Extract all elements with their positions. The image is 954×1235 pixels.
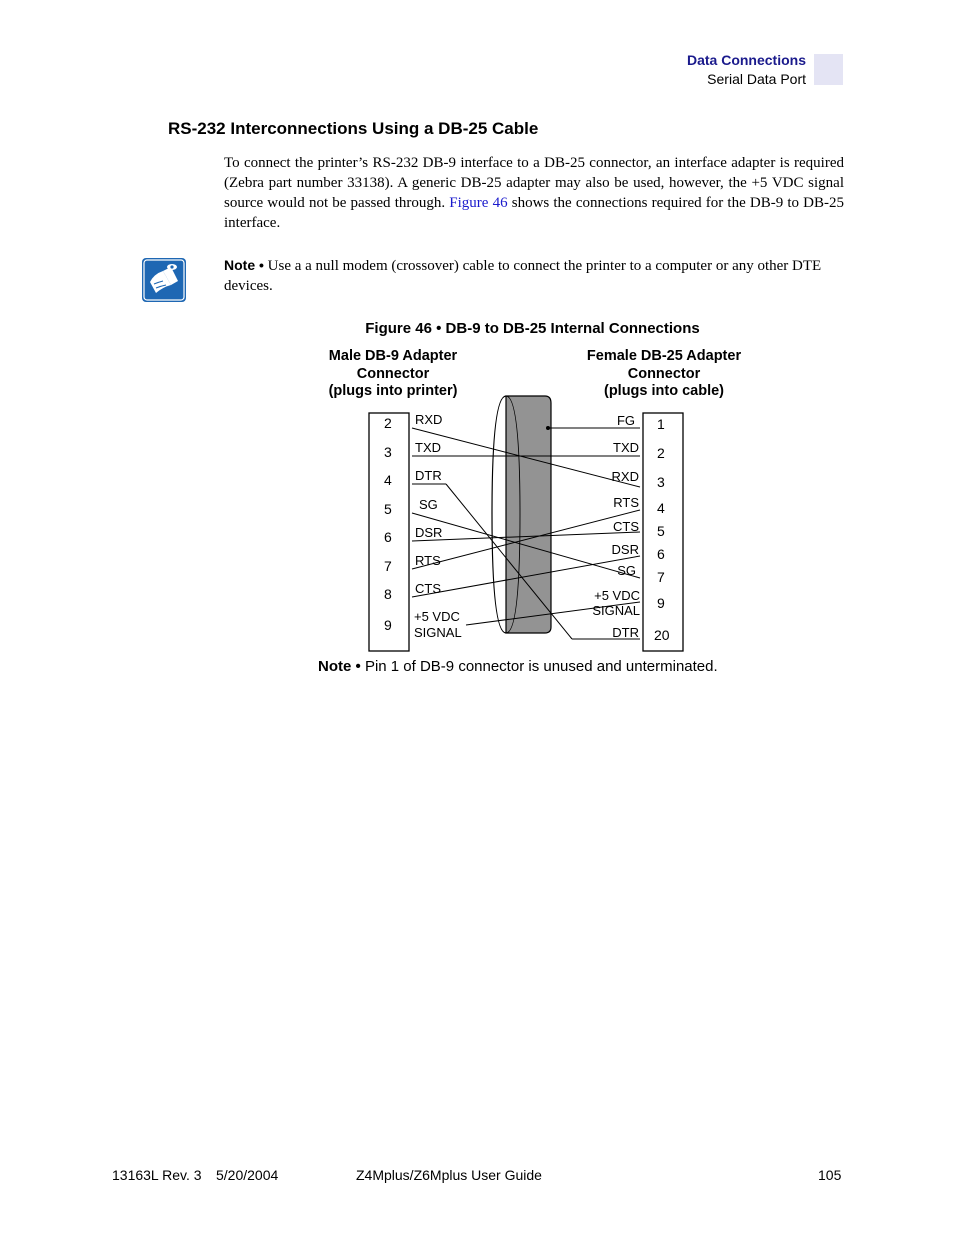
db9-signal-label: DSR [415,525,443,540]
db25-signal-label: SG [617,563,636,578]
db9-pin-number: 2 [384,415,392,431]
db25-signal-label: RTS [613,495,639,510]
db9-pin-number: 8 [384,586,392,602]
db9-pin-number: 6 [384,529,392,545]
db25-pin-number: 2 [657,445,665,461]
db25-signal-label: DSR [611,542,639,557]
db9-pin-number: 9 [384,617,392,633]
db25-pin-number: 4 [657,500,665,516]
fg-terminal-dot [546,426,550,430]
db25-heading-line: Female DB-25 Adapter [586,348,742,364]
section-heading: RS-232 Interconnections Using a DB-25 Cable [168,119,539,138]
note-label: Note • [224,257,264,273]
db9-pin-number: 5 [384,501,392,517]
db25-signal-label: TXD [613,440,639,455]
footer-guide-title: Z4Mplus/Z6Mplus User Guide [356,1167,542,1183]
db9-signal-label: RXD [415,412,443,427]
body-text-part2: shows the connections required for the DB-9 to DB-25 interface. [224,195,844,231]
footer-date: 5/20/2004 [216,1167,279,1183]
db9-pin-number: 7 [384,558,392,574]
db25-signal-label: +5 VDC [594,588,640,603]
header-section-title: Data Connections [686,52,806,68]
db25-pin-number: 20 [654,627,670,643]
db25-pin-number: 1 [657,416,665,432]
db9-heading-line: Connector [356,365,430,382]
footer-doc-id: 13163L Rev. 3 [112,1167,202,1183]
db25-pin-number: 5 [657,523,665,539]
figure-note-label: Note • [318,658,361,675]
db25-heading-line: Connector [627,365,701,382]
db25-pin-number: 6 [657,546,665,562]
db25-pin-number: 3 [657,474,665,490]
cable-body [506,396,551,633]
header-subsection-title: Serial Data Port [707,71,806,87]
cable-left-edge [492,396,506,633]
figure-note [318,658,718,675]
db9-signal-label: DTR [415,468,442,483]
db9-signal-label: SIGNAL [414,625,462,640]
db9-signal-label: CTS [415,581,441,596]
db25-signal-label: RXD [611,469,639,484]
db9-heading-line: Male DB-9 Adapter [328,348,458,364]
db25-pin-number: 7 [657,569,665,585]
db9-signal-label: RTS [415,553,441,568]
db25-signal-label: CTS [613,519,639,534]
db9-signal-label: TXD [415,440,441,455]
db9-heading-line: (plugs into printer) [328,383,458,399]
db25-signal-label: DTR [612,625,639,640]
db25-heading-line: (plugs into cable) [603,383,725,399]
footer-page-number: 105 [818,1167,842,1183]
db9-pin-number: 3 [384,444,392,460]
db9-pin-number: 4 [384,472,392,488]
body-text-part1: To connect the printer’s RS-232 DB-9 interface to a DB-25 connector, an interface adapter is required (Zebra part number 33138). A generic DB-25 adapter may also be used, however, the +5 VDC signal source would not be passed through. [224,155,844,211]
db25-pin-number: 9 [657,595,665,611]
db9-signal-label: SG [419,497,438,512]
figure-caption: Figure 46 • DB-9 to DB-25 Internal Connections [365,320,700,337]
db25-signal-label: SIGNAL [592,603,640,618]
note-body: Use a a null modem (crossover) cable to connect the printer to a computer or any other DTE devices. [224,258,822,294]
db9-signal-label: +5 VDC [414,609,460,624]
figure-46-link[interactable]: Figure 46 [449,195,508,211]
db25-signal-label: FG [616,413,635,428]
figure-note-text: Pin 1 of DB-9 connector is unused and unterminated. [364,658,718,675]
